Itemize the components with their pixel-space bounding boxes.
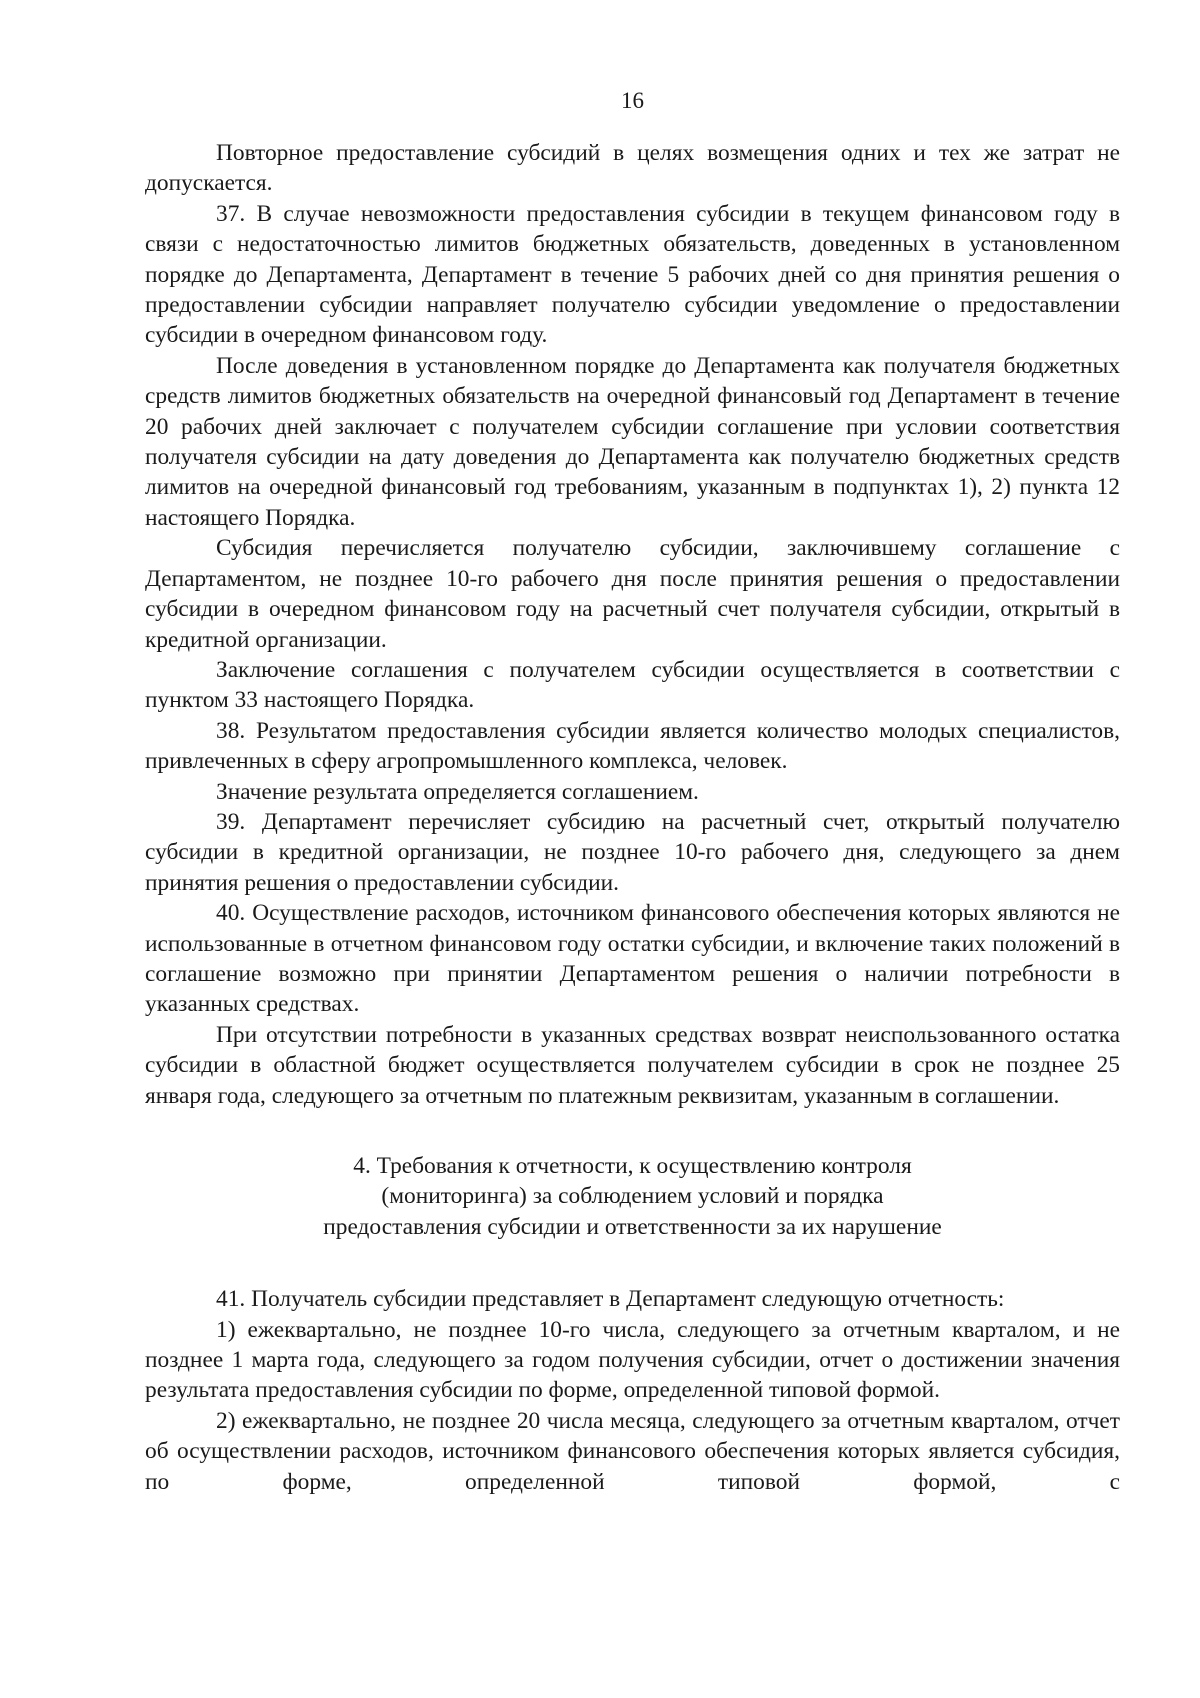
- paragraph-41: 41. Получатель субсидии представляет в Департамент следующую отчетность:: [216, 1286, 1005, 1313]
- document-body: [145, 138, 1120, 1497]
- paragraph-after-limits: После доведения в установленном порядке до Департамента как получателя бюджетных средств лимитов бюджетных обязательств на очередной финансовый год Департамент в течение 20 рабочих дней заключает с получателем субсидии соглашение при условии соответствия получателя субсидии на дату доведения до Департамента как получателю бюджетных средств лимитов на очередной финансовый год требованиям, указанным в подпунктах 1), 2) пункта 12 настоящего Порядка.: [145, 352, 1120, 531]
- section-heading-line: 4. Требования к отчетности, к осуществлению контроля: [353, 1153, 912, 1179]
- page-number: 16: [621, 88, 644, 113]
- paragraph-38: 38. Результатом предоставления субсидии является количество молодых специалистов, привлеченных в сферу агропромышленного комплекса, человек.: [145, 717, 1120, 775]
- paragraph-refund: При отсутствии потребности в указанных средствах возврат неиспользованного остатка субсидии в областной бюджет осуществляется получателем субсидии в срок не позднее 25 января года, следующего за отчетным по платежным реквизитам, указанным в соглашении.: [145, 1021, 1120, 1109]
- section-heading-line: (мониторинга) за соблюдением условий и порядка: [381, 1183, 884, 1210]
- paragraph-41-item-1: 1) ежеквартально, не позднее 10-го числа, следующего за отчетным кварталом, и не позднее 1 марта года, следующего за годом получения субсидии, отчет о достижении значения результата предоставления субсидии по форме, определенной типовой формой.: [145, 1316, 1120, 1404]
- paragraph-repeat-subsidy: Повторное предоставление субсидий в целях возмещения одних и тех же затрат не допускается.: [145, 140, 1120, 197]
- section-heading-line: предоставления субсидии и ответственности за их нарушение: [323, 1213, 942, 1240]
- paragraph-39: 39. Департамент перечисляет субсидию на расчетный счет, открытый получателю субсидии в кредитной организации, не позднее 10-го рабочего дня, следующего за днем принятия решения о предоставлении субсидии.: [145, 808, 1120, 896]
- paragraph-agreement: Заключение соглашения с получателем субсидии осуществляется в соответствии с пунктом 33 настоящего Порядка.: [145, 656, 1120, 714]
- paragraph-40: 40. Осуществление расходов, источником финансового обеспечения которых являются не использованные в отчетном финансовом году остатки субсидии, и включение таких положений в соглашение возможно при принятии Департаментом решения о наличии потребности в указанных средствах.: [145, 900, 1120, 1018]
- paragraph-41-item-2: 2) ежеквартально, не позднее 20 числа месяца, следующего за отчетным кварталом, отчет об осуществлении расходов, источником финансового обеспечения которых является субсидия, по форме, определенной типовой формой, с: [145, 1407, 1120, 1495]
- paragraph-37: 37. В случае невозможности предоставления субсидии в текущем финансовом году в связи с недостаточностью лимитов бюджетных обязательств, доведенных в установленном порядке до Департамента, Департамент в течение 5 рабочих дней со дня принятия решения о предоставлении субсидии направляет получателю субсидии уведомление о предоставлении субсидии в очередном финансовом году.: [145, 200, 1120, 349]
- paragraph-subsidy-transfer: Субсидия перечисляется получателю субсидии, заключившему соглашение с Департаментом, не позднее 10-го рабочего дня после принятия решения о предоставлении субсидии в очередном финансовом году на расчетный счет получателя субсидии, открытый в кредитной организации.: [145, 535, 1120, 653]
- paragraph-result-value: Значение результата определяется соглашением.: [216, 778, 699, 805]
- section-heading: [145, 1151, 1120, 1242]
